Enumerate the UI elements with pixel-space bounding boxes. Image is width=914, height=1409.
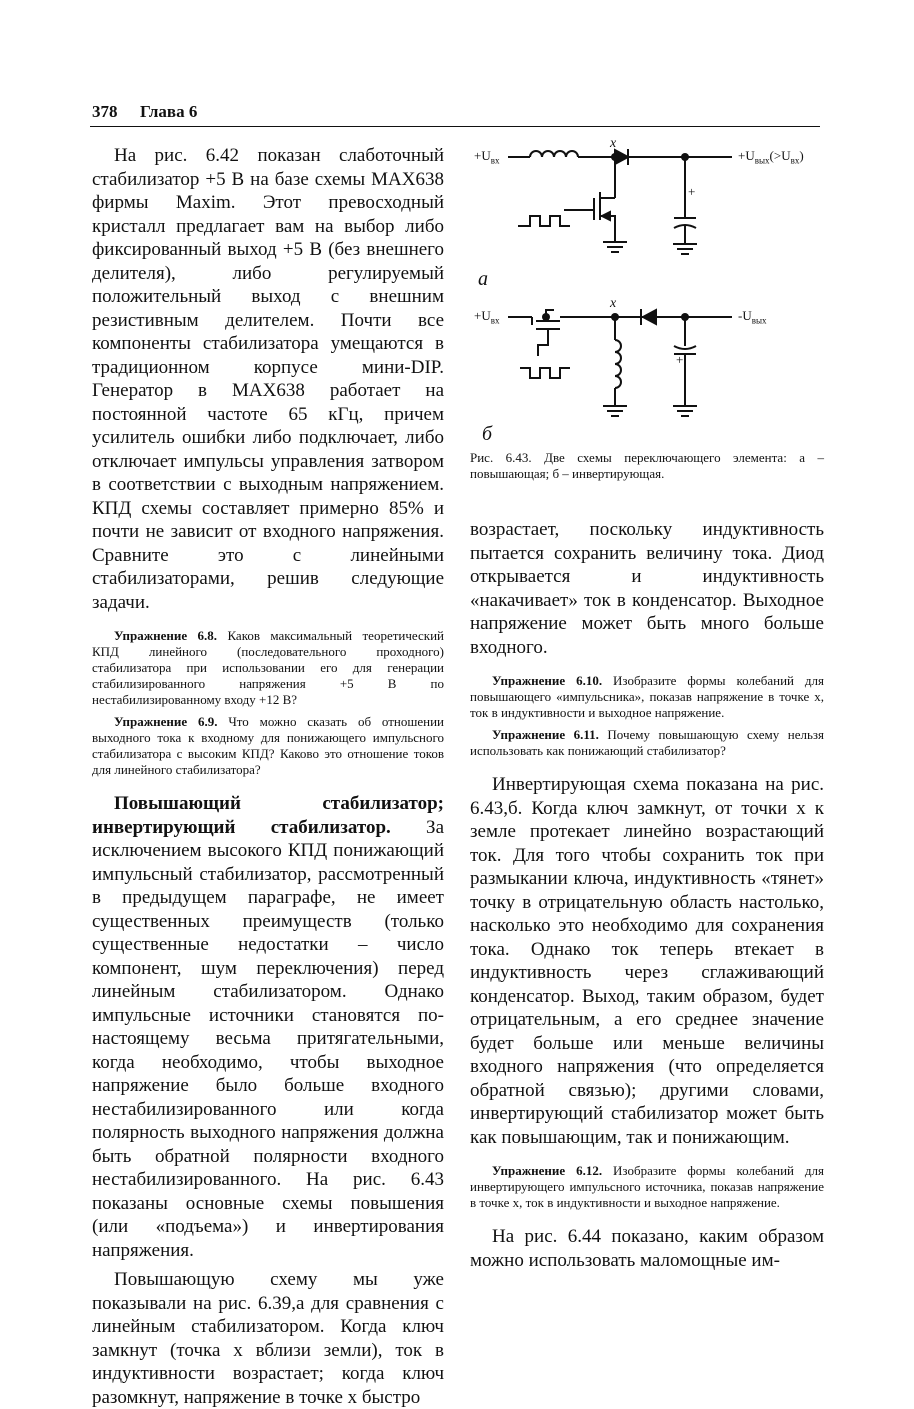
section-heading: Повышающий стабилизатор; инвертирующий стабилизатор. [92,793,444,838]
exercise-6-9 [92,714,444,778]
exercise-label: Упражнение 6.10. [492,673,603,688]
exercise-text: Что можно сказать об отношении выходного тока к входному для понижающего импульсного стабилизатора с высоким КПД? Каково это отношение токов для линейного стабилизатора? [92,714,445,777]
paragraph-boost-continued: возрастает, поскольку индуктивность пытается сохранить величину тока. Диод открывается и индуктивность «накачивает» ток в конденсатор. Выходное напряжение может быть много больше входного. [470,519,824,658]
exercise-6-8 [92,628,444,708]
cap-polarity-b: + [676,352,684,367]
running-header [90,100,820,127]
panel-label-a: а [478,268,488,290]
chapter-title: Глава 6 [140,102,198,121]
circuit-diagram [470,140,824,450]
exercise-6-10 [470,673,824,721]
node-x-label-b: x [610,296,617,311]
pulse-a [518,216,570,226]
node-x-label-a: x [610,136,617,151]
inductor-b [615,340,621,388]
input-label-a: $+U_{вх}$ [474,148,500,166]
paragraph-boost-circuit: Повышающую схему мы уже показывали на рис. 6.39,а для сравнения с линейным стабилизатором. Когда ключ замкнут (точка x вблизи земли), ток в индуктивности возрастает; когда ключ разомкнут, напряжение в точке x быстро [92,1269,444,1408]
exercise-label: Упражнение 6.8. [114,628,218,643]
page-number: 378 [92,102,118,121]
exercise-text: Каков максимальный теоретический КПД линейного (последовательного проходного) стабилизатора при использовании его для генерации стабилизированного напряжения +5 В по нестабилизированному входу +12 В? [92,628,444,707]
exercise-text: Изобразите формы колебаний для инвертирующего импульсного источника, показав напряжение в точке x, ток в индуктивности и выходное напряжение. [470,1163,825,1210]
inductor-a [530,151,578,157]
diode-b [643,310,656,324]
figure-caption: Рис. 6.43. Две схемы переключающего элемента: а – повышающая; б – инвертирующая. [470,450,824,481]
pulse-b [520,368,570,378]
exercise-label: Упражнение 6.12. [492,1163,603,1178]
paragraph-text: За исключением высокого КПД понижающий импульсный стабилизатор, рассмотренный в предыдущем параграфе, не имеет существенных преимуществ (только существенные недостатки – число компонент, шум переключения) перед линейным стабилизатором. Однако импульсные источники становятся по-настоящему весьма притягательными, когда необходимо, чтобы выходное напряжение было больше входного нестабилизированного или когда полярность выходного напряжения должна быть обратной полярности входного нестабилизированного. На рис. 6.43 показаны основные схемы повышения (или «подъема») и инвертирования напряжения. [92,816,444,1261]
cap-plate-curved-b [674,346,696,349]
exercise-label: Упражнение 6.11. [492,727,599,742]
cap-polarity-a: + [688,184,696,199]
paragraph-inverting: Инвертирующая схема показана на рис. 6.43,б. Когда ключ замкнут, от точки x к земле протекает линейно возрастающий ток. Для того чтобы сохранить ток при размыкании ключа, индуктивность «тянет» точку в отрицательную область настолько, насколько это необходимо для сохранения тока. Однако ток теперь втекает в индуктивность через сглаживающий конденсатор. Выход, таким образом, будет отрицательным, а его среднее значение будет больше или меньше величины входного напряжения (что определяется обратной связью); другими словами, инвертирующий стабилизатор может быть как повышающим, так и понижающим. [470,774,824,1148]
left-column [92,144,444,1409]
paragraph-fig-6-44: На рис. 6.44 показано, каким образом можно использовать маломощные им- [470,1226,824,1271]
exercise-text: Почему повышающую схему нельзя использовать как понижающий стабилизатор? [470,727,824,758]
input-label-b: $+U_{вх}$ [474,308,500,326]
ground-b2 [673,406,697,416]
gate-wire-b [538,329,548,356]
paragraph-boost-inverting [92,792,444,1262]
figure-6-43 [470,136,824,450]
exercise-label: Упражнение 6.9. [114,714,218,729]
exercise-6-11 [470,727,824,759]
paragraph-max638: На рис. 6.42 показан слаботочный стабилизатор +5 В на базе схемы МАХ638 фирмы Maxim. Этот превосходный кристалл предлагает вам на выбор либо фиксированный выход +5 В (без внешнего делителя), либо регулируемый положительный выход с внешним резистивным делителем. Почти все компоненты стабилизатора умещаются в традиционном корпусе мини-DIP. Генератор в МАХ638 работает на постоянной частоте 65 кГц, причем усилитель ошибки либо подключает, либо отключает импульсы управления затвором в соответствии с выходным напряжением. КПД схемы составляет примерно 85% и почти не зависит от входного напряжения. Сравните это с линейными стабилизаторами, решив следующие задачи. [92,145,444,613]
right-column [470,518,824,1272]
ground-b1 [603,406,627,416]
output-label-a: $+U_{вых}(>U_{вх})$ [738,148,804,166]
ground-a2 [673,244,697,254]
ground-a1 [603,242,627,252]
output-label-b: $-U_{вых}$ [738,308,767,326]
panel-label-b: б [482,423,493,445]
exercise-6-12 [470,1163,824,1211]
exercise-text: Изобразите формы колебаний для повышающего «импульсника», показав напряжение в точке x, ток в индуктивности и выходное напряжение. [470,673,825,720]
